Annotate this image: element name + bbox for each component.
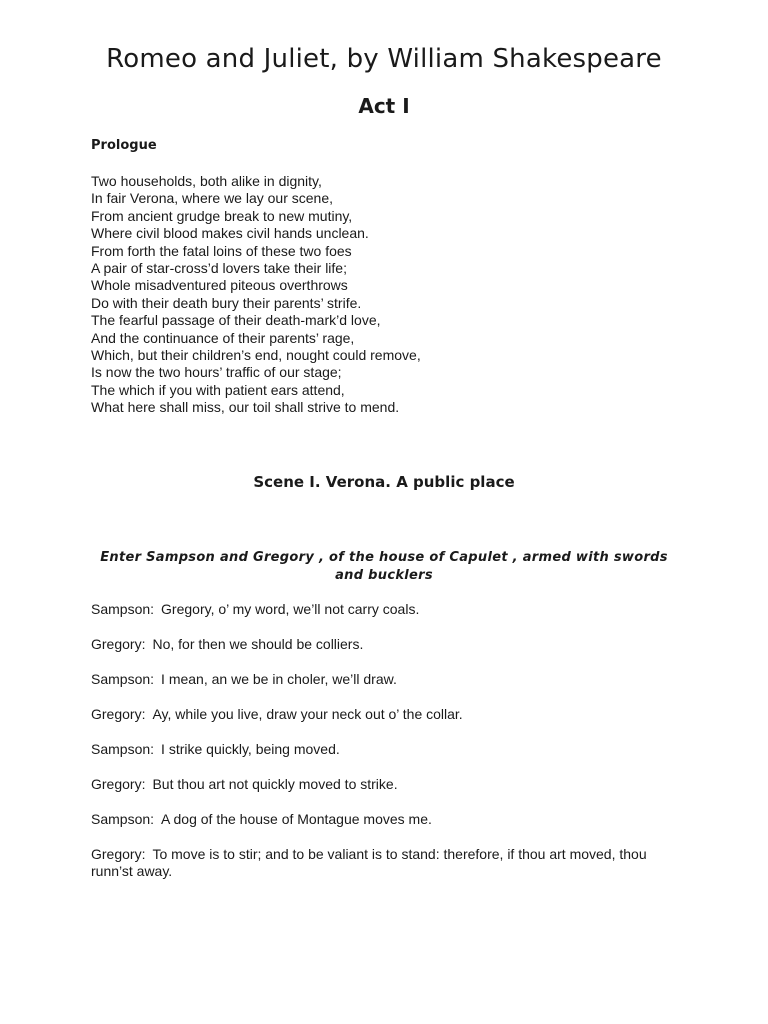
stage-direction: Enter Sampson and Gregory , of the house of Capulet , armed with swords and bucklers [100,550,668,583]
spoken-text: A dog of the house of Montague moves me. [161,811,432,827]
verse-line: A pair of star-cross’d lovers take their life; [91,260,347,277]
speaker-name: Gregory: [91,846,146,862]
verse-line: From ancient grudge break to new mutiny, [91,207,353,224]
verse-line: What here shall miss, our toil shall strive to mend. [91,399,400,416]
speaker-name: Sampson: [91,741,155,757]
speaker-name: Gregory: [91,776,146,792]
verse-line: Do with their death bury their parents’ strife. [91,294,362,311]
document-title: Romeo and Juliet, by William Shakespeare [106,44,662,74]
verse-line: In fair Verona, where we lay our scene, [91,190,334,207]
verse-line: Which, but their children’s end, nought could remove, [91,347,421,364]
verse-line: From forth the fatal loins of these two foes [91,242,352,259]
scene-heading: Scene I. Verona. A public place [253,473,515,491]
verse-line: The which if you with patient ears attend, [91,381,345,398]
act-heading: Act I [358,94,410,118]
spoken-text: Ay, while you live, draw your neck out o’ the collar. [152,706,463,722]
prologue-verse [91,173,421,417]
verse-line: Where civil blood makes civil hands unclean. [91,225,369,242]
dialogue-line [91,671,671,688]
verse-line: Two households, both alike in dignity, [91,173,322,189]
spoken-text: To move is to stir; and to be valiant is to stand: therefore, if thou art moved, thou runn’st away. [91,846,647,880]
dialogue-line [91,811,671,828]
dialogue-list [91,601,671,898]
spoken-text: No, for then we should be colliers. [152,636,364,652]
dialogue-line [91,846,671,881]
verse-line: Is now the two hours’ traffic of our stage; [91,364,342,381]
spoken-text: Gregory, o’ my word, we’ll not carry coals. [161,601,420,617]
dialogue-line [91,601,671,618]
dialogue-line [91,776,671,793]
prologue-heading: Prologue [91,138,157,153]
speaker-name: Sampson: [91,811,155,827]
dialogue-line [91,741,671,758]
speaker-name: Gregory: [91,706,146,722]
dialogue-line [91,636,671,653]
spoken-text: I mean, an we be in choler, we’ll draw. [161,671,397,687]
speaker-name: Gregory: [91,636,146,652]
verse-line: And the continuance of their parents’ rage, [91,329,355,346]
verse-line: The fearful passage of their death-mark’d love, [91,312,381,329]
dialogue-line [91,706,671,723]
spoken-text: But thou art not quickly moved to strike. [152,776,398,792]
speaker-name: Sampson: [91,671,155,687]
spoken-text: I strike quickly, being moved. [161,741,340,757]
verse-line: Whole misadventured piteous overthrows [91,277,348,294]
speaker-name: Sampson: [91,601,155,617]
